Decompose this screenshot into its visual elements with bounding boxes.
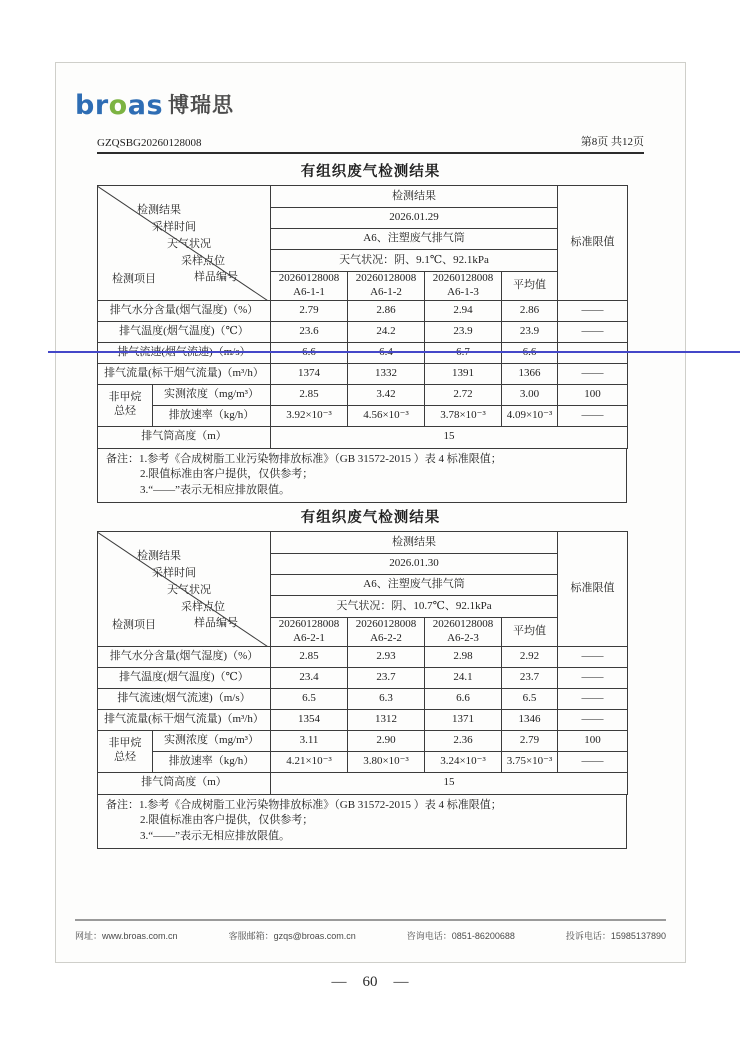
row-label-cell: 实测浓度（mg/m³） — [153, 730, 271, 751]
table2-title: 有组织废气检测结果 — [300, 510, 441, 526]
corner-label: 采样时间 — [152, 567, 196, 580]
sample-id-cell — [425, 272, 502, 301]
row-label-cell: 排气水分含量(烟气湿度)（%） — [98, 646, 271, 667]
value-cell: 1354 — [271, 709, 348, 730]
value-cell: 4.56×10⁻³ — [348, 405, 425, 426]
value-cell: 23.9 — [425, 321, 502, 342]
value-cell: 3.24×10⁻³ — [425, 751, 502, 772]
limit-cell: 100 — [558, 730, 628, 751]
footer-complaint-phone: 投诉电话：15985137890 — [565, 931, 666, 941]
sample-id: 20260128008 — [278, 272, 340, 284]
value-cell: 3.78×10⁻³ — [425, 405, 502, 426]
table-row — [98, 667, 628, 688]
report-header-line — [97, 133, 644, 154]
limit-cell: —— — [558, 363, 628, 384]
table-row — [98, 730, 628, 751]
note-item: 1.参考《合成树脂工业污染物排放标准》（GB 31572-2015 ）表 4 标准限值； — [139, 798, 502, 811]
corner-bottom-label: 检测项目 — [112, 272, 156, 285]
value-cell: 3.42 — [348, 384, 425, 405]
note-item: 1.参考《合成树脂工业污染物排放标准》（GB 31572-2015 ）表 4 标准限值； — [139, 452, 502, 465]
row-label-cell: 排放速率（kg/h） — [153, 751, 271, 772]
corner-bottom-label: 检测项目 — [112, 618, 156, 631]
limit-cell: —— — [558, 646, 628, 667]
scan-artifact-line — [48, 351, 740, 353]
table2-notes — [97, 794, 627, 850]
table1 — [97, 185, 628, 449]
limit-cell: —— — [558, 751, 628, 772]
note-item: 2.限值标准由客户提供，仅供参考； — [140, 814, 314, 826]
corner-label: 天气状况 — [167, 237, 211, 250]
sample-id-cell — [271, 618, 348, 647]
row-label-cell: 排气水分含量(烟气湿度)（%） — [98, 300, 271, 321]
limit-header-cell: 标准限值 — [558, 532, 628, 647]
logo-text-as: as — [127, 90, 164, 121]
corner-cell — [98, 532, 271, 647]
company-logo — [75, 87, 685, 121]
value-cell: 2.85 — [271, 646, 348, 667]
date-cell: 2026.01.29 — [271, 208, 558, 229]
corner-label: 样品编号 — [194, 271, 238, 284]
table-row — [98, 405, 628, 426]
sample-id: 20260128008 — [432, 272, 494, 284]
sample-sub-id: A6-2-3 — [447, 631, 479, 644]
value-cell: 3.92×10⁻³ — [271, 405, 348, 426]
note-item: 3.“——”表示无相应排放限值。 — [140, 483, 291, 496]
page-number-value: 60 — [362, 974, 378, 990]
table-row — [98, 646, 628, 667]
corner-label: 采样时间 — [152, 221, 196, 234]
sample-id-cell — [271, 272, 348, 301]
value-cell: 23.7 — [348, 667, 425, 688]
table-row — [98, 709, 628, 730]
average-cell: 2.92 — [502, 646, 558, 667]
average-cell: 4.09×10⁻³ — [502, 405, 558, 426]
row-label-cell: 排放速率（kg/h） — [153, 405, 271, 426]
value-cell: 2.72 — [425, 384, 502, 405]
sample-id: 20260128008 — [355, 618, 417, 630]
sample-sub-id: A6-1-1 — [293, 285, 325, 298]
value-cell: 2.85 — [271, 384, 348, 405]
value-cell: 3.11 — [271, 730, 348, 751]
row-label-cell: 排气流量(标干烟气流量)（m³/h） — [98, 709, 271, 730]
row-label-cell: 排气流量(标干烟气流量)（m³/h） — [98, 363, 271, 384]
sample-id-cell — [348, 618, 425, 647]
average-header-cell: 平均值 — [502, 618, 558, 647]
weather-cell: 天气状况：阴、9.1℃、92.1kPa — [271, 250, 558, 272]
value-cell: 23.6 — [271, 321, 348, 342]
value-cell: 2.86 — [348, 300, 425, 321]
sample-id: 20260128008 — [355, 272, 417, 284]
value-cell: 24.1 — [425, 667, 502, 688]
limit-header-cell: 标准限值 — [558, 186, 628, 301]
limit-cell: —— — [558, 300, 628, 321]
value-cell: 1391 — [425, 363, 502, 384]
page-footer — [75, 919, 666, 942]
limit-cell: —— — [558, 405, 628, 426]
footer-phone: 咨询电话：0851-86200688 — [406, 931, 515, 941]
note-item: 2.限值标准由客户提供，仅供参考； — [140, 468, 314, 480]
limit-cell: —— — [558, 709, 628, 730]
average-cell: 3.75×10⁻³ — [502, 751, 558, 772]
row-label-cell: 实测浓度（mg/m³） — [153, 384, 271, 405]
value-cell: 2.98 — [425, 646, 502, 667]
value-cell: 2.79 — [271, 300, 348, 321]
scanned-page — [55, 62, 686, 963]
result-header-cell: 检测结果 — [271, 532, 558, 554]
table-row — [98, 384, 628, 405]
logo-chinese-name: 博瑞思 — [168, 93, 235, 117]
group-label-line1: 非甲烷 — [108, 737, 142, 750]
average-cell: 2.79 — [502, 730, 558, 751]
value-cell: 1371 — [425, 709, 502, 730]
result-header-cell: 检测结果 — [271, 186, 558, 208]
average-header-cell: 平均值 — [502, 272, 558, 301]
notes-label: 备注： — [106, 798, 139, 811]
table-row — [98, 426, 628, 448]
average-cell: 3.00 — [502, 384, 558, 405]
footer-website: 网址：www.broas.com.cn — [75, 931, 178, 941]
value-cell: 6.6 — [425, 688, 502, 709]
table1-title: 有组织废气检测结果 — [300, 164, 441, 180]
row-label-cell: 排气筒高度（m） — [98, 772, 271, 794]
logo-text-o: o — [108, 90, 128, 121]
corner-label: 样品编号 — [194, 617, 238, 630]
report-number: GZQSBG20260128008 — [97, 137, 202, 149]
document-page-number — [0, 974, 740, 991]
value-cell: 23.4 — [271, 667, 348, 688]
group-label-line1: 非甲烷 — [108, 391, 142, 404]
value-cell: 2.36 — [425, 730, 502, 751]
average-cell: 23.7 — [502, 667, 558, 688]
group-label-line2: 总烃 — [114, 405, 136, 417]
group-label-cell — [98, 384, 153, 426]
date-cell: 2026.01.30 — [271, 554, 558, 575]
corner-label: 天气状况 — [167, 583, 211, 596]
value-cell: 6.5 — [271, 688, 348, 709]
weather-cell: 天气状况：阴、10.7℃、92.1kPa — [271, 596, 558, 618]
corner-label: 检测结果 — [137, 550, 181, 563]
sample-sub-id: A6-1-3 — [447, 285, 479, 298]
stack-height-cell: 15 — [271, 426, 628, 448]
limit-cell: 100 — [558, 384, 628, 405]
table2 — [97, 531, 628, 795]
average-cell: 6.5 — [502, 688, 558, 709]
value-cell: 1312 — [348, 709, 425, 730]
row-label-cell: 排气温度(烟气温度)（℃） — [98, 667, 271, 688]
sample-id-cell — [425, 618, 502, 647]
corner-label: 检测结果 — [137, 204, 181, 217]
sampling-point-cell: A6、注塑废气排气筒 — [271, 575, 558, 596]
table-row — [98, 772, 628, 794]
average-cell: 1346 — [502, 709, 558, 730]
value-cell: 6.3 — [348, 688, 425, 709]
sample-id: 20260128008 — [278, 618, 340, 630]
notes-label: 备注： — [106, 452, 139, 465]
table-row — [98, 321, 628, 342]
table1-notes — [97, 448, 627, 504]
stack-height-cell: 15 — [271, 772, 628, 794]
value-cell: 1332 — [348, 363, 425, 384]
table-row — [98, 300, 628, 321]
footer-email: 客服邮箱：gzqs@broas.com.cn — [228, 931, 356, 941]
group-label-cell — [98, 730, 153, 772]
page-number-dash: — — [393, 974, 409, 990]
sample-sub-id: A6-1-2 — [370, 285, 402, 298]
sampling-point-cell: A6、注塑废气排气筒 — [271, 229, 558, 250]
corner-cell — [98, 186, 271, 301]
sample-sub-id: A6-2-2 — [370, 631, 402, 644]
table-row — [98, 688, 628, 709]
sample-sub-id: A6-2-1 — [293, 631, 325, 644]
page-number-dash: — — [331, 974, 347, 990]
value-cell: 2.93 — [348, 646, 425, 667]
page-info: 第8页 共12页 — [580, 136, 644, 148]
row-label-cell: 排气筒高度（m） — [98, 426, 271, 448]
sample-id: 20260128008 — [432, 618, 494, 630]
value-cell: 3.80×10⁻³ — [348, 751, 425, 772]
corner-label: 采样点位 — [181, 600, 225, 613]
value-cell: 4.21×10⁻³ — [271, 751, 348, 772]
value-cell: 2.94 — [425, 300, 502, 321]
value-cell: 2.90 — [348, 730, 425, 751]
limit-cell: —— — [558, 667, 628, 688]
logo-text-br: br — [75, 90, 109, 121]
note-item: 3.“——”表示无相应排放限值。 — [140, 829, 291, 842]
sample-id-cell — [348, 272, 425, 301]
table-row — [98, 363, 628, 384]
limit-cell: —— — [558, 321, 628, 342]
average-cell: 1366 — [502, 363, 558, 384]
group-label-line2: 总烃 — [114, 751, 136, 763]
average-cell: 23.9 — [502, 321, 558, 342]
row-label-cell: 排气流速(烟气流速)（m/s） — [98, 688, 271, 709]
row-label-cell: 排气温度(烟气温度)（℃） — [98, 321, 271, 342]
logo-wordmark — [75, 91, 163, 121]
value-cell: 24.2 — [348, 321, 425, 342]
corner-label: 采样点位 — [181, 254, 225, 267]
value-cell: 1374 — [271, 363, 348, 384]
table-row — [98, 751, 628, 772]
average-cell: 2.86 — [502, 300, 558, 321]
limit-cell: —— — [558, 688, 628, 709]
